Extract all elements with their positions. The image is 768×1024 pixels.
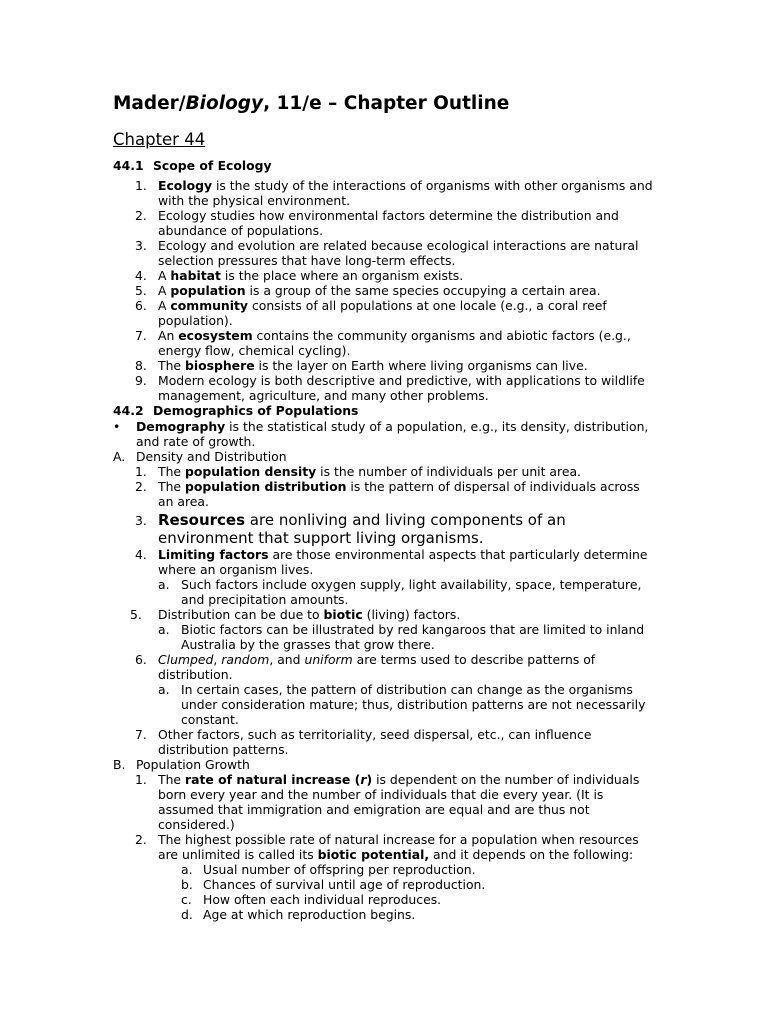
- list-item: a. Such factors include oxygen supply, light availability, space, temperature, and precipitation amounts.: [158, 577, 642, 607]
- section-heading-44-1: 44.1 Scope of Ecology: [113, 158, 272, 173]
- chapter-outline-document: [113, 92, 658, 922]
- bullet-item: • Demography is the statistical study of a population, e.g., its density, distribution, and rate of growth.: [113, 419, 649, 449]
- list-item: 3. Resources are nonliving and living components of an environment that support living organisms.: [135, 511, 566, 547]
- list-item: 4. A habitat is the place where an organism exists.: [135, 268, 464, 283]
- list-item: d. Age at which reproduction begins.: [181, 907, 416, 922]
- list-item: 1. Ecology is the study of the interactions of organisms with other organisms and with the physical environment.: [135, 178, 653, 208]
- list-item: 7. Other factors, such as territoriality, seed dispersal, etc., can influence distribution patterns.: [135, 727, 592, 757]
- list-item: 5. Distribution can be due to biotic (living) factors.: [130, 607, 461, 622]
- section-44-1-list: [113, 178, 658, 403]
- chapter-heading: Chapter 44: [113, 130, 206, 149]
- section-heading-44-2: 44.2 Demographics of Populations: [113, 403, 359, 418]
- subsection-a-heading: A. Density and Distribution: [113, 449, 287, 464]
- list-item: 3. Ecology and evolution are related because ecological interactions are natural selection pressures that have long-term effects.: [135, 238, 639, 268]
- list-item: 6. A community consists of all populations at one locale (e.g., a coral reef population).: [135, 298, 607, 328]
- list-item: a. Usual number of offspring per reproduction.: [181, 862, 476, 877]
- list-item: 2. The highest possible rate of natural increase for a population when resources are unlimited is called its biotic potential, and it depends on the following:: [135, 832, 639, 862]
- list-item: 2. The population distribution is the pattern of dispersal of individuals across an area.: [135, 479, 640, 509]
- list-item: c. How often each individual reproduces.: [181, 892, 442, 907]
- list-item: 5. A population is a group of the same species occupying a certain area.: [135, 283, 601, 298]
- document-title: Mader/Biology, 11/e – Chapter Outline: [113, 93, 510, 114]
- list-item: 1. The population density is the number of individuals per unit area.: [135, 464, 581, 479]
- list-item: 6. Clumped, random, and uniform are terms used to describe patterns of distribution.: [135, 652, 596, 682]
- list-item: 1. The rate of natural increase (r) is dependent on the number of individuals born every year and the number of individuals that die every year. (It is assumed that immigration and emigration are equal and are thus not considered.): [135, 772, 640, 832]
- list-item: b. Chances of survival until age of reproduction.: [181, 877, 486, 892]
- subsection-b-heading: B. Population Growth: [113, 757, 250, 772]
- list-item: a. In certain cases, the pattern of distribution can change as the organisms under consideration mature; thus, distribution patterns are not necessarily constant.: [158, 682, 646, 727]
- list-item: 4. Limiting factors are those environmental aspects that particularly determine where an organism lives.: [135, 547, 648, 577]
- list-item: a. Biotic factors can be illustrated by red kangaroos that are limited to inland Australia by the grasses that grow there.: [158, 622, 645, 652]
- bullet-icon: •: [113, 419, 121, 434]
- list-item: 2. Ecology studies how environmental factors determine the distribution and abundance of populations.: [135, 208, 619, 238]
- list-item: 8. The biosphere is the layer on Earth where living organisms can live.: [135, 358, 588, 373]
- list-item: 7. An ecosystem contains the community organisms and abiotic factors (e.g., energy flow, chemical cycling).: [135, 328, 631, 358]
- list-item: 9. Modern ecology is both descriptive and predictive, with applications to wildlife management, agriculture, and many other problems.: [135, 373, 645, 403]
